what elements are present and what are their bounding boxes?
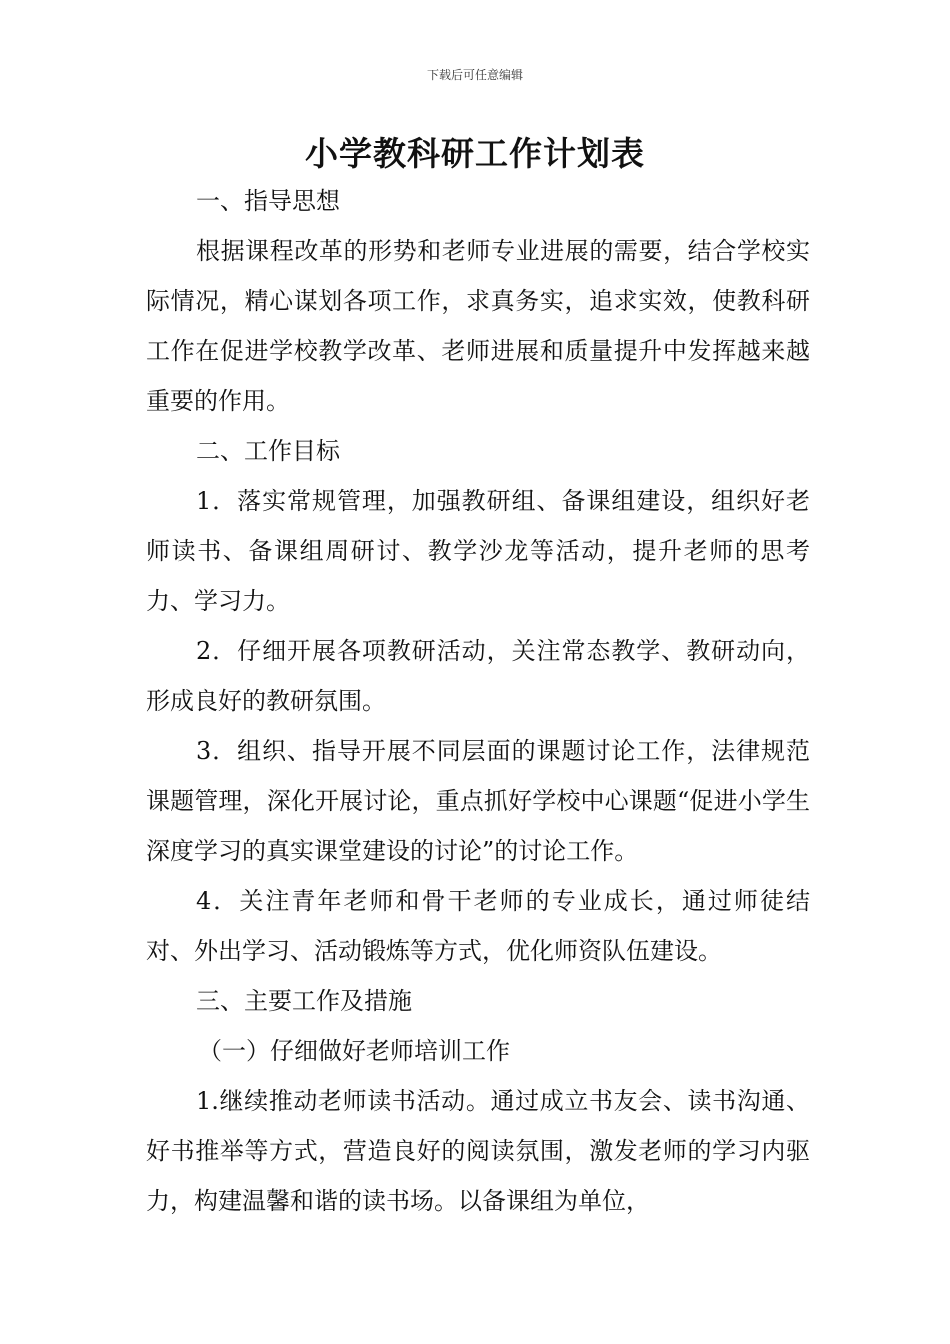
paragraph-goal-2: 2．仔细开展各项教研活动，关注常态教学、教研动向，形成良好的教研氛围。: [146, 637, 810, 715]
document-title: 小学教科研工作计划表: [305, 134, 645, 173]
section-heading-guiding-thought: 一、指导思想: [196, 187, 340, 215]
paragraph-goal-3: 3．组织、指导开展不同层面的课题讨论工作，法律规范课题管理，深化开展讨论，重点抓好学校中心课题“促进小学生深度学习的真实课堂建设的讨论”的讨论工作。: [146, 737, 810, 865]
header-note: 下载后可任意编辑: [426, 68, 523, 82]
section-heading-work-goals: 二、工作目标: [196, 437, 340, 465]
subsection-heading-teacher-training: （一）仔细做好老师培训工作: [198, 1037, 510, 1065]
paragraph-goal-1: 1．落实常规管理，加强教研组、备课组建设，组织好老师读书、备课组周研讨、教学沙龙等活动，提升老师的思考力、学习力。: [146, 487, 810, 615]
paragraph-guiding-thought: 根据课程改革的形势和老师专业进展的需要，结合学校实际情况，精心谋划各项工作，求真务实，追求实效，使教科研工作在促进学校教学改革、老师进展和质量提升中发挥越来越重要的作用。: [146, 237, 810, 415]
paragraph-goal-4: 4．关注青年老师和骨干老师的专业成长，通过师徒结对、外出学习、活动锻炼等方式，优化师资队伍建设。: [146, 887, 810, 965]
paragraph-reading-activity: 1.继续推动老师读书活动。通过成立书友会、读书沟通、好书推举等方式，营造良好的阅读氛围，激发老师的学习内驱力，构建温馨和谐的读书场。以备课组为单位，: [146, 1087, 810, 1215]
document-body: [146, 176, 810, 1226]
section-heading-main-work: 三、主要工作及措施: [196, 987, 412, 1015]
